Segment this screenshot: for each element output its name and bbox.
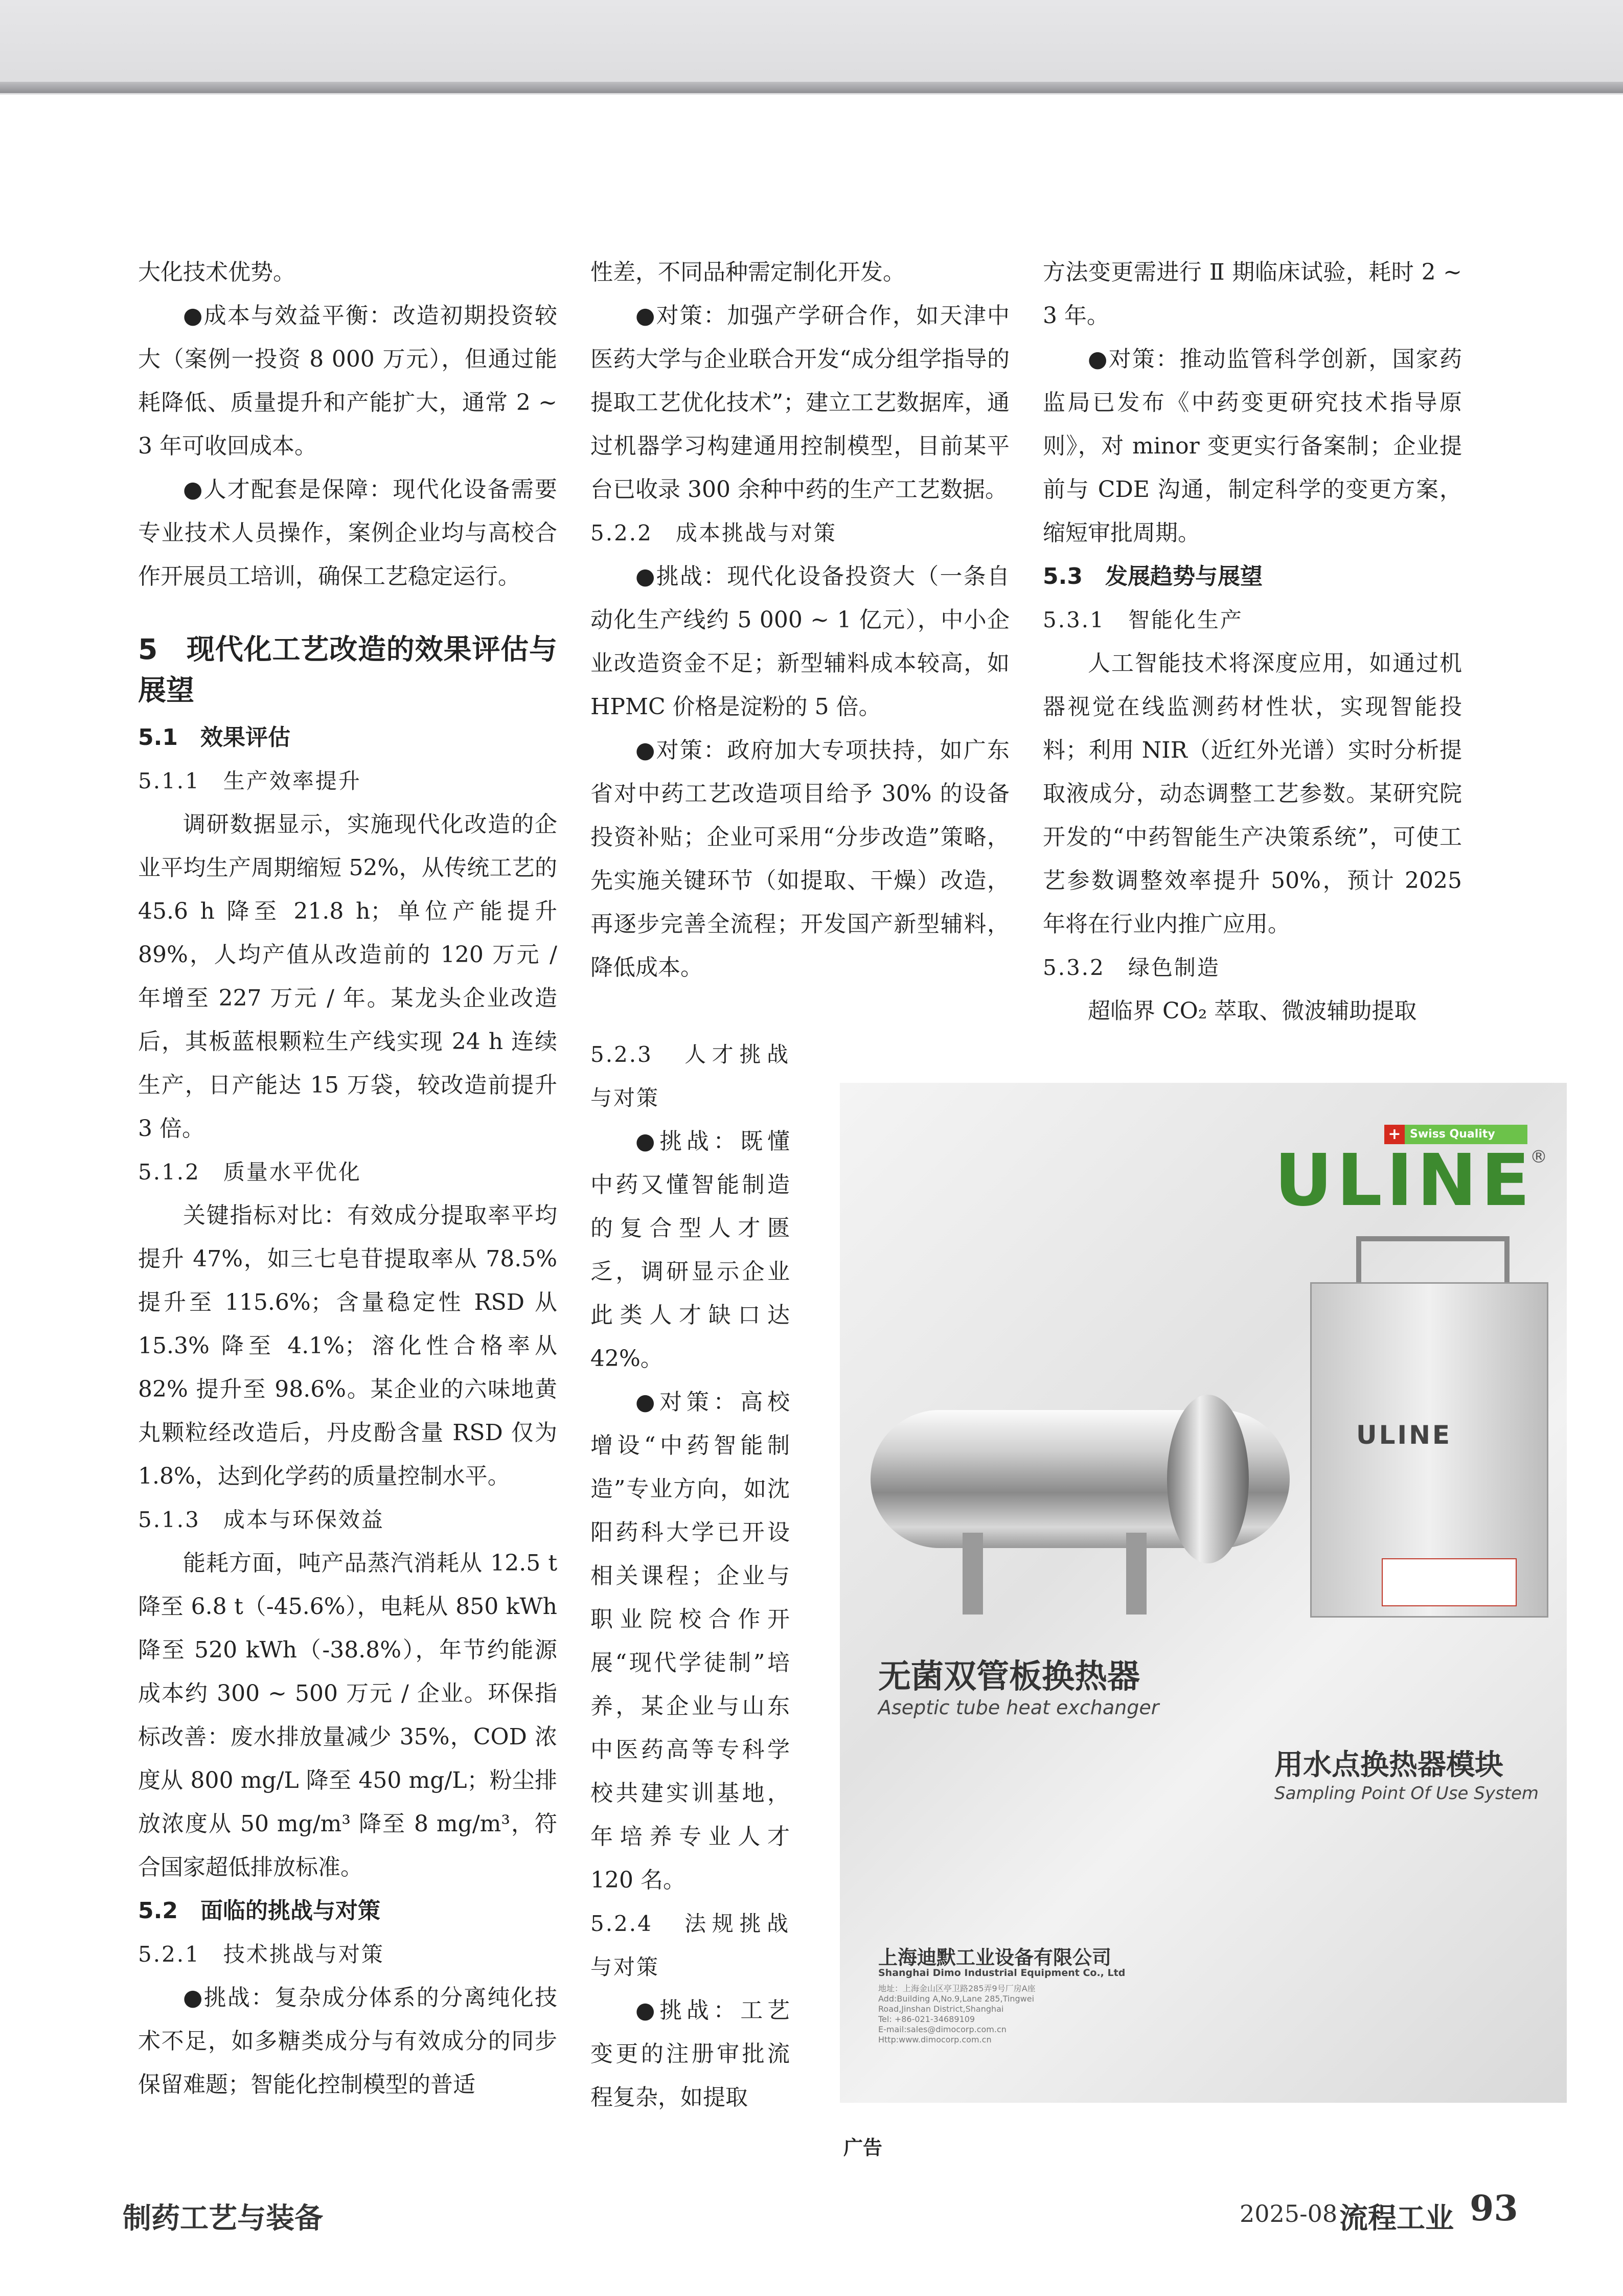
text-column-2 [590, 251, 1010, 989]
subsubsection-heading: 5.2.1 技术挑战与对策 [138, 1942, 384, 1967]
text-column-1 [138, 251, 557, 2106]
subsubsection-heading: 5.2.3 人才挑战与对策 [590, 1042, 790, 1110]
paragraph: 性差，不同品种需定制化开发。 [590, 259, 905, 285]
support-leg [963, 1533, 983, 1615]
advertisement[interactable] [840, 1083, 1567, 2103]
subsubsection-heading: 5.1.3 成本与环保效益 [138, 1507, 384, 1532]
paragraph: ●成本与效益平衡：改造初期投资较大（案例一投资 8 000 万元），但通过能耗降低、质量提升和产能扩大，通常 2 ~ 3 年可收回成本。 [138, 303, 557, 459]
subsection-heading: 5.3 发展趋势与展望 [1043, 563, 1263, 589]
cabinet-handle [1356, 1236, 1510, 1287]
swiss-flag-icon: + [1384, 1125, 1405, 1144]
paragraph: 人工智能技术将深度应用，如通过机器视觉在线监测药材性状，实现智能投料；利用 NIR（近红外光谱）实时分析提取液成分，动态调整工艺参数。某研究院开发的“中药智能生产决策系统”，可使工艺参数调整效率提升 50%，预计 2025 年将在行业内推广应用。 [1043, 650, 1462, 937]
section-heading: 5 现代化工艺改造的效果评估与展望 [138, 633, 557, 707]
company-contact [878, 1984, 1036, 2045]
paragraph: 能耗方面，吨产品蒸汽消耗从 12.5 t 降至 6.8 t（-45.6%），电耗从 850 kWh 降至 520 kWh（-38.8%），年节约能源成本约 300 ~ 500 万元 / 企业。环保指标改善：废水排放量减少 35%，COD 浓度从 800 mg/L 降至 450 mg/L；粉尘排放浓度从 50 mg/m³ 降至 8 mg/m³，符合国家超低排放标准。 [138, 1550, 557, 1880]
subsubsection-heading: 5.1.1 生产效率提升 [138, 768, 361, 793]
company-name: 上海迪默工业设备有限公司 [878, 1946, 1112, 1969]
swiss-quality-badge: + Swiss Quality [1384, 1125, 1527, 1144]
company-name-en: Shanghai Dimo Industrial Equipment Co., Ltd [878, 1967, 1126, 1979]
footer-magazine: 流程工业 [1339, 2201, 1454, 2235]
brand-logo: ULINE [1274, 1139, 1534, 1222]
subsubsection-heading: 5.2.4 法规挑战与对策 [590, 1911, 790, 1980]
cabinet-warning-label [1382, 1558, 1517, 1606]
paragraph: 大化技术优势。 [138, 259, 295, 285]
paragraph: ●挑战：工艺变更的注册审批流程复杂，如提取 [590, 1997, 790, 2110]
top-band-rule [0, 82, 1623, 93]
registered-mark: ® [1530, 1147, 1547, 1167]
cabinet-logo: ULINE [1356, 1420, 1452, 1450]
text-column-2-narrow [590, 1033, 790, 2119]
contact-line: Road,Jinshan District,Shanghai [878, 2004, 1004, 2014]
subsection-heading: 5.2 面临的挑战与对策 [138, 1898, 380, 1924]
paragraph: ●挑战：既懂中药又懂智能制造的复合型人才匮乏，调研显示企业此类人才缺口达 42%。 [590, 1128, 790, 1372]
paragraph: 关键指标对比：有效成分提取率平均提升 47%，如三七皂苷提取率从 78.5% 提升至 115.6%；含量稳定性 RSD 从 15.3% 降至 4.1%；溶化性合格率从 82% 提升至 98.6%。某企业的六味地黄丸颗粒经改造后，丹皮酚含量 RSD 仅为 1.8%，达到化学药的质量控制水平。 [138, 1202, 557, 1489]
paragraph: ●对策：推动监管科学创新，国家药监局已发布《中药变更研究技术指导原则》，对 minor 变更实行备案制；企业提前与 CDE 沟通，制定科学的变更方案，缩短审批周期。 [1043, 346, 1462, 546]
paragraph: ●对策：加强产学研合作，如天津中医药大学与企业联合开发“成分组学指导的提取工艺优化技术”；建立工艺数据库，通过机器学习构建通用控制模型，目前某平台已收录 300 余种中药的生产工艺数据。 [590, 303, 1010, 503]
paragraph: ●对策：政府加大专项扶持，如广东省对中药工艺改造项目给予 30% 的设备投资补贴；企业可采用“分步改造”策略，先实施关键环节（如提取、干燥）改造，再逐步完善全流程；开发国产新型辅料，降低成本。 [590, 737, 1010, 981]
contact-line: 地址：上海金山区亭卫路285弄9号厂房A座 [878, 1984, 1036, 1993]
support-leg [1126, 1533, 1147, 1615]
product-subtitle-2: Sampling Point Of Use System [1274, 1783, 1539, 1804]
subsubsection-heading: 5.2.2 成本挑战与对策 [590, 520, 837, 545]
paragraph: ●挑战：复杂成分体系的分离纯化技术不足，如多糖类成分与有效成分的同步保留难题；智能化控制模型的普适 [138, 1985, 557, 2098]
contact-line: Add:Building A,No.9,Lane 285,Tingwei [878, 1994, 1035, 2004]
subsubsection-heading: 5.3.2 绿色制造 [1043, 955, 1220, 980]
product-title-1: 无菌双管板换热器 [878, 1658, 1140, 1696]
contact-line: Tel: +86-021-34689109 [878, 2014, 975, 2024]
subsection-heading: 5.1 效果评估 [138, 724, 290, 751]
paragraph: ●人才配套是保障：现代化设备需要专业技术人员操作，案例企业均与高校合作开展员工培训，确保工艺稳定运行。 [138, 476, 557, 589]
text-column-3 [1043, 251, 1462, 1033]
page-number: 93 [1470, 2188, 1518, 2229]
paragraph: 方法变更需进行 Ⅱ 期临床试验，耗时 2 ~ 3 年。 [1043, 259, 1462, 329]
product-subtitle-1: Aseptic tube heat exchanger [878, 1696, 1159, 1719]
paragraph: 调研数据显示，实施现代化改造的企业平均生产周期缩短 52%，从传统工艺的 45.6 h 降至 21.8 h；单位产能提升 89%，人均产值从改造前的 120 万元 / 年增至 227 万元 / 年。某龙头企业改造后，其板蓝根颗粒生产线实现 24 h 连续生产，日产能达 15 万袋，较改造前提升 3 倍。 [138, 811, 557, 1142]
footer-date: 2025-08 [1240, 2200, 1338, 2227]
footer-section: 制药工艺与装备 [123, 2201, 323, 2235]
ad-caption: 广告 [843, 2136, 883, 2159]
heat-exchanger-flange [1167, 1395, 1249, 1563]
paragraph: ●挑战：现代化设备投资大（一条自动化生产线约 5 000 ~ 1 亿元），中小企业改造资金不足；新型辅料成本较高，如 HPMC 价格是淀粉的 5 倍。 [590, 563, 1010, 720]
subsubsection-heading: 5.1.2 质量水平优化 [138, 1160, 361, 1185]
contact-line: Http:www.dimocorp.com.cn [878, 2035, 992, 2044]
product-title-2: 用水点换热器模块 [1274, 1748, 1503, 1782]
top-band [0, 0, 1623, 95]
subsubsection-heading: 5.3.1 智能化生产 [1043, 607, 1243, 632]
paragraph: ●对策：高校增设“中药智能制造”专业方向，如沈阳药科大学已开设相关课程；企业与职业院校合作开展“现代学徒制”培养，某企业与山东中医药高等专科学校共建实训基地，年培养专业人才 120 名。 [590, 1389, 790, 1893]
contact-line: E-mail:sales@dimocorp.com.cn [878, 2025, 1007, 2034]
paragraph: 超临界 CO₂ 萃取、微波辅助提取 [1088, 998, 1417, 1024]
